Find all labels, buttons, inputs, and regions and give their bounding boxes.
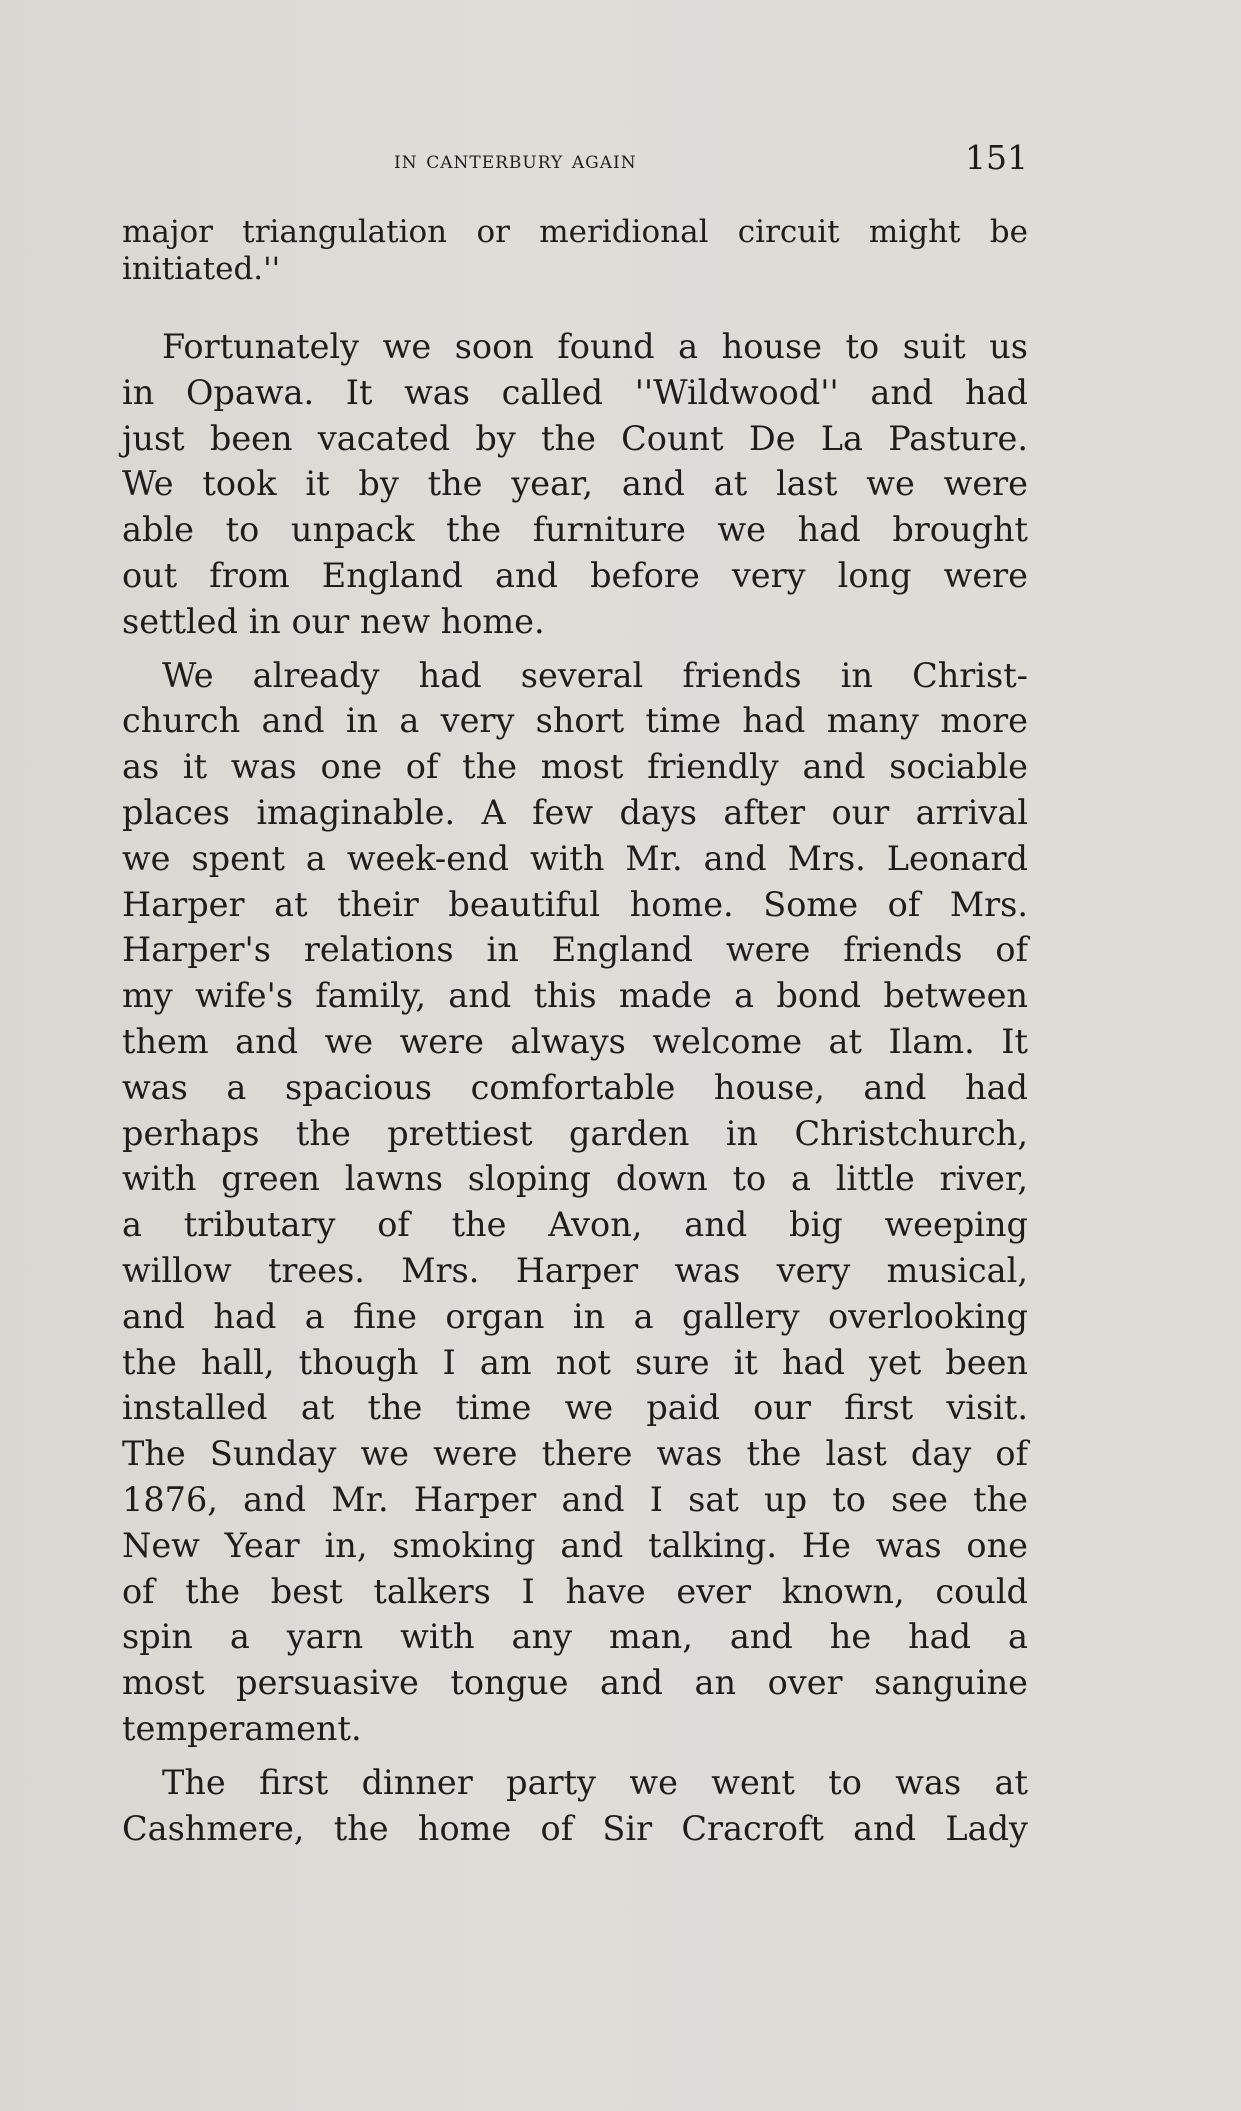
- text-line: The Sunday we were there was the last day of: [122, 1434, 1028, 1474]
- text-line: settled in our new home.: [122, 601, 545, 641]
- text-line: of the best talkers I have ever known, could: [122, 1571, 1028, 1611]
- text-line: New Year in, smoking and talking. He was one: [122, 1525, 1028, 1565]
- text-line: in Opawa. It was called ''Wildwood'' and had: [122, 372, 1028, 412]
- text-line: we spent a week-end with Mr. and Mrs. Leonard: [122, 838, 1028, 878]
- text-line: We took it by the year, and at last we were: [122, 464, 1028, 504]
- text-line: We already had several friends in Christ-: [162, 655, 1028, 695]
- text-line: a tributary of the Avon, and big weeping: [122, 1205, 1028, 1245]
- paragraph-continuation: [122, 214, 1028, 288]
- text-line: perhaps the prettiest garden in Christchurch,: [122, 1113, 1028, 1153]
- text-line: major triangulation or meridional circuit might be: [122, 214, 1028, 250]
- text-line: them and we were always welcome at Ilam. It: [122, 1021, 1028, 1061]
- text-line: the hall, though I am not sure it had yet been: [122, 1342, 1028, 1382]
- text-line: temperament.: [122, 1708, 362, 1748]
- text-line: and had a fine organ in a gallery overlooking: [122, 1296, 1028, 1336]
- text-line: as it was one of the most friendly and sociable: [122, 747, 1028, 787]
- text-line: able to unpack the furniture we had brought: [122, 510, 1028, 550]
- text-line: with green lawns sloping down to a little river,: [122, 1159, 1028, 1199]
- text-line: out from England and before very long were: [122, 555, 1028, 595]
- text-line: was a spacious comfortable house, and had: [122, 1067, 1028, 1107]
- text-line: spin a yarn with any man, and he had a: [122, 1617, 1028, 1657]
- text-line: places imaginable. A few days after our arrival: [122, 792, 1028, 832]
- body-text: [122, 214, 1028, 1851]
- running-head: in canterbury again: [394, 146, 637, 174]
- text-line: Harper's relations in England were friends of: [122, 930, 1028, 970]
- page-number: 151: [965, 138, 1028, 177]
- paragraph-house: [122, 324, 1028, 645]
- text-line: Fortunately we soon found a house to suit us: [162, 327, 1028, 366]
- text-line: willow trees. Mrs. Harper was very musical,: [122, 1250, 1028, 1290]
- text-line: just been vacated by the Count De La Pasture.: [122, 418, 1028, 458]
- text-line: Harper at their beautiful home. Some of Mrs.: [122, 884, 1028, 924]
- text-line: my wife's family, and this made a bond between: [122, 976, 1028, 1016]
- page-header: [122, 138, 1028, 182]
- text-line: The first dinner party we went to was at: [162, 1762, 1028, 1802]
- text-line: church and in a very short time had many more: [122, 701, 1028, 741]
- text-line: 1876, and Mr. Harper and I sat up to see the: [122, 1479, 1028, 1519]
- text-line: installed at the time we paid our first visit.: [122, 1388, 1028, 1428]
- paragraph-dinner: [122, 1760, 1028, 1852]
- text-line: Cashmere, the home of Sir Cracroft and Lady: [122, 1808, 1028, 1848]
- paragraph-friends: [122, 653, 1028, 1752]
- text-line: initiated.'': [122, 251, 281, 287]
- text-line: most persuasive tongue and an over sanguine: [122, 1663, 1028, 1703]
